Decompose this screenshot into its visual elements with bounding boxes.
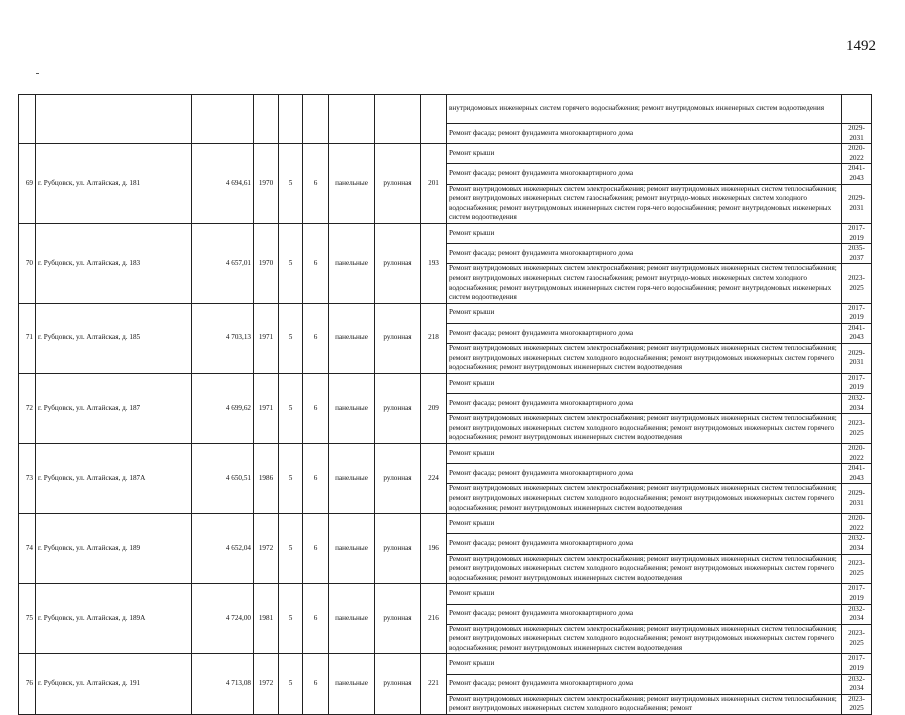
table-row <box>19 144 872 164</box>
cell-entrances: 6 <box>303 584 329 654</box>
cell-entrances: 6 <box>303 373 329 443</box>
cell-walls: панельные <box>329 303 375 373</box>
cell-address: г. Рубцовск, ул. Алтайская, д. 181 <box>36 144 192 224</box>
cell-period: 2023-2025 <box>842 694 872 714</box>
cell-num: 75 <box>19 584 36 654</box>
cell-floors: 5 <box>279 223 303 303</box>
cell-work: Ремонт крыши <box>447 223 842 243</box>
cell-residents <box>421 95 447 144</box>
cell-floors: 5 <box>279 584 303 654</box>
cell-residents: 193 <box>421 223 447 303</box>
cell-work: Ремонт крыши <box>447 144 842 164</box>
cell-area: 4 713,08 <box>192 654 254 715</box>
cell-period: 2029-2031 <box>842 344 872 374</box>
cell-entrances: 6 <box>303 444 329 514</box>
table-row <box>19 223 872 243</box>
cell-period: 2029-2031 <box>842 484 872 514</box>
cell-entrances: 6 <box>303 144 329 224</box>
cell-period: 2023-2025 <box>842 624 872 654</box>
table-body <box>19 95 872 715</box>
cell-num: 72 <box>19 373 36 443</box>
cell-walls: панельные <box>329 584 375 654</box>
cell-work: Ремонт внутридомовых инженерных систем электроснабжения; ремонт внутридомовых инженерных систем теплоснабжения; ремонт внутридомовых инженерных систем холодного водоснабжения; ремонт внутридомовых инженерных систем горячего водоснабжения; ремонт внутридомовых инженерных систем водоотведения <box>447 414 842 444</box>
table-row <box>19 444 872 464</box>
cell-work: Ремонт внутридомовых инженерных систем электроснабжения; ремонт внутридомовых инженерных систем теплоснабжения; ремонт внутридомовых инженерных систем газоснабжения; ремонт внутридо-мовых инженерных систем холодного водоснабжения; ремонт внутридомовых инженерных систем горя-чего водоснабжения; ремонт внутридомовых инженерных систем водоотведения <box>447 184 842 223</box>
cell-period: 2041-2043 <box>842 323 872 343</box>
cell-num <box>19 95 36 144</box>
cell-walls <box>329 95 375 144</box>
cell-roof <box>375 95 421 144</box>
cell-num: 71 <box>19 303 36 373</box>
cell-floors: 5 <box>279 514 303 584</box>
cell-floors: 5 <box>279 373 303 443</box>
cell-floors: 5 <box>279 144 303 224</box>
cell-work: внутридомовых инженерных систем горячего водоснабжения; ремонт внутридомовых инженерных систем водоотведения <box>447 95 842 124</box>
cell-period: 2020-2022 <box>842 514 872 534</box>
cell-period: 2023-2025 <box>842 554 872 584</box>
cell-roof: рулонная <box>375 373 421 443</box>
cell-entrances: 6 <box>303 514 329 584</box>
cell-walls: панельные <box>329 223 375 303</box>
cell-year: 1970 <box>254 223 279 303</box>
cell-period: 2032-2034 <box>842 534 872 554</box>
cell-work: Ремонт фасада; ремонт фундамента многоквартирного дома <box>447 323 842 343</box>
cell-work: Ремонт фасада; ремонт фундамента многоквартирного дома <box>447 244 842 264</box>
table-row <box>19 514 872 534</box>
cell-roof: рулонная <box>375 584 421 654</box>
cell-work: Ремонт внутридомовых инженерных систем электроснабжения; ремонт внутридомовых инженерных систем теплоснабжения; ремонт внутридомовых инженерных систем холодного водоснабжения; ремонт внутридомовых инженерных систем горячего водоснабжения; ремонт внутридомовых инженерных систем водоотведения <box>447 344 842 374</box>
cell-work: Ремонт крыши <box>447 654 842 674</box>
cell-entrances: 6 <box>303 654 329 715</box>
cell-period: 2017-2019 <box>842 654 872 674</box>
cell-work: Ремонт крыши <box>447 373 842 393</box>
cell-address: г. Рубцовск, ул. Алтайская, д. 185 <box>36 303 192 373</box>
cell-area <box>192 95 254 144</box>
cell-area: 4 652,04 <box>192 514 254 584</box>
cell-num: 69 <box>19 144 36 224</box>
cell-period: 2041-2043 <box>842 464 872 484</box>
cell-work: Ремонт крыши <box>447 584 842 604</box>
cell-walls: панельные <box>329 444 375 514</box>
cell-roof: рулонная <box>375 514 421 584</box>
cell-address: г. Рубцовск, ул. Алтайская, д. 189 <box>36 514 192 584</box>
cell-roof: рулонная <box>375 654 421 715</box>
cell-period: 2017-2019 <box>842 303 872 323</box>
cell-year: 1971 <box>254 373 279 443</box>
cell-year <box>254 95 279 144</box>
cell-year: 1970 <box>254 144 279 224</box>
table-row <box>19 584 872 604</box>
cell-entrances: 6 <box>303 303 329 373</box>
cell-period: 2017-2019 <box>842 584 872 604</box>
cell-area: 4 657,01 <box>192 223 254 303</box>
cell-area: 4 724,00 <box>192 584 254 654</box>
cell-residents: 216 <box>421 584 447 654</box>
capital-repair-table <box>18 94 872 715</box>
cell-work: Ремонт фасада; ремонт фундамента многоквартирного дома <box>447 674 842 694</box>
cell-walls: панельные <box>329 654 375 715</box>
cell-address: г. Рубцовск, ул. Алтайская, д. 189А <box>36 584 192 654</box>
cell-year: 1981 <box>254 584 279 654</box>
table-row <box>19 654 872 674</box>
cell-roof: рулонная <box>375 444 421 514</box>
cell-num: 74 <box>19 514 36 584</box>
cell-year: 1972 <box>254 654 279 715</box>
cell-period: 2032-2034 <box>842 674 872 694</box>
cell-work: Ремонт фасада; ремонт фундамента многоквартирного дома <box>447 534 842 554</box>
cell-residents: 224 <box>421 444 447 514</box>
cell-year: 1986 <box>254 444 279 514</box>
cell-period: 2029-2031 <box>842 184 872 223</box>
cell-period: 2023-2025 <box>842 264 872 303</box>
cell-floors: 5 <box>279 444 303 514</box>
cell-period: 2032-2034 <box>842 394 872 414</box>
cell-period: 2020-2022 <box>842 444 872 464</box>
cell-address: г. Рубцовск, ул. Алтайская, д. 191 <box>36 654 192 715</box>
cell-work: Ремонт крыши <box>447 514 842 534</box>
cell-work: Ремонт внутридомовых инженерных систем электроснабжения; ремонт внутридомовых инженерных систем теплоснабжения; ремонт внутридомовых инженерных систем холодного водоснабжения; ремонт внутридомовых инженерных систем горячего водоснабжения; ремонт внутридомовых инженерных систем водоотведения <box>447 484 842 514</box>
cell-roof: рулонная <box>375 303 421 373</box>
page-number: 1492 <box>846 38 876 54</box>
cell-address: г. Рубцовск, ул. Алтайская, д. 187А <box>36 444 192 514</box>
cell-period: 2023-2025 <box>842 414 872 444</box>
cell-work: Ремонт фасада; ремонт фундамента многоквартирного дома <box>447 604 842 624</box>
cell-period: 2035-2037 <box>842 244 872 264</box>
table-row <box>19 373 872 393</box>
cell-work: Ремонт внутридомовых инженерных систем электроснабжения; ремонт внутридомовых инженерных систем теплоснабжения; ремонт внутридомовых инженерных систем холодного водоснабжения; ремонт внутридомовых инженерных систем горячего водоснабжения; ремонт внутридомовых инженерных систем водоотведения <box>447 554 842 584</box>
cell-num: 76 <box>19 654 36 715</box>
cell-work: Ремонт фасада; ремонт фундамента многоквартирного дома <box>447 394 842 414</box>
cell-work: Ремонт крыши <box>447 303 842 323</box>
cell-residents: 218 <box>421 303 447 373</box>
cell-period: 2020-2022 <box>842 144 872 164</box>
cell-period: 2029-2031 <box>842 124 872 144</box>
cell-work: Ремонт крыши <box>447 444 842 464</box>
cell-period: 2017-2019 <box>842 223 872 243</box>
cell-residents: 221 <box>421 654 447 715</box>
cell-walls: панельные <box>329 144 375 224</box>
cell-address: г. Рубцовск, ул. Алтайская, д. 187 <box>36 373 192 443</box>
cell-address: г. Рубцовск, ул. Алтайская, д. 183 <box>36 223 192 303</box>
cell-year: 1971 <box>254 303 279 373</box>
cell-work: Ремонт внутридомовых инженерных систем электроснабжения; ремонт внутридомовых инженерных систем теплоснабжения; ремонт внутридомовых инженерных систем холодного водоснабжения; ремонт внутридомовых инженерных систем горячего водоснабжения; ремонт внутридомовых инженерных систем водоотведения <box>447 624 842 654</box>
cell-area: 4 694,61 <box>192 144 254 224</box>
cell-residents: 196 <box>421 514 447 584</box>
continuation-row <box>19 95 872 124</box>
cell-num: 73 <box>19 444 36 514</box>
cell-walls: панельные <box>329 373 375 443</box>
cell-area: 4 703,13 <box>192 303 254 373</box>
cell-work: Ремонт фасада; ремонт фундамента многоквартирного дома <box>447 164 842 184</box>
cell-floors <box>279 95 303 144</box>
cell-year: 1972 <box>254 514 279 584</box>
cell-work: Ремонт фасада; ремонт фундамента многоквартирного дома <box>447 124 842 144</box>
cell-area: 4 699,62 <box>192 373 254 443</box>
cell-period: 2041-2043 <box>842 164 872 184</box>
cell-num: 70 <box>19 223 36 303</box>
cell-area: 4 650,51 <box>192 444 254 514</box>
cell-floors: 5 <box>279 303 303 373</box>
cell-period: 2032-2034 <box>842 604 872 624</box>
cell-residents: 201 <box>421 144 447 224</box>
cell-entrances <box>303 95 329 144</box>
cell-floors: 5 <box>279 654 303 715</box>
cell-period <box>842 95 872 124</box>
table-row <box>19 303 872 323</box>
cell-work: Ремонт внутридомовых инженерных систем электроснабжения; ремонт внутридомовых инженерных систем теплоснабжения; ремонт внутридомовых инженерных систем холодного водоснабжения; ремонт <box>447 694 842 714</box>
cell-work: Ремонт внутридомовых инженерных систем электроснабжения; ремонт внутридомовых инженерных систем теплоснабжения; ремонт внутридомовых инженерных систем газоснабжения; ремонт внутридо-мовых инженерных систем холодного водоснабжения; ремонт внутридомовых инженерных систем горя-чего водоснабжения; ремонт внутридомовых инженерных систем водоотведения <box>447 264 842 303</box>
cell-work: Ремонт фасада; ремонт фундамента многоквартирного дома <box>447 464 842 484</box>
cell-entrances: 6 <box>303 223 329 303</box>
cell-period: 2017-2019 <box>842 373 872 393</box>
cell-residents: 209 <box>421 373 447 443</box>
cell-roof: рулонная <box>375 223 421 303</box>
cell-roof: рулонная <box>375 144 421 224</box>
cell-address <box>36 95 192 144</box>
cell-walls: панельные <box>329 514 375 584</box>
scan-artifact <box>36 73 39 74</box>
